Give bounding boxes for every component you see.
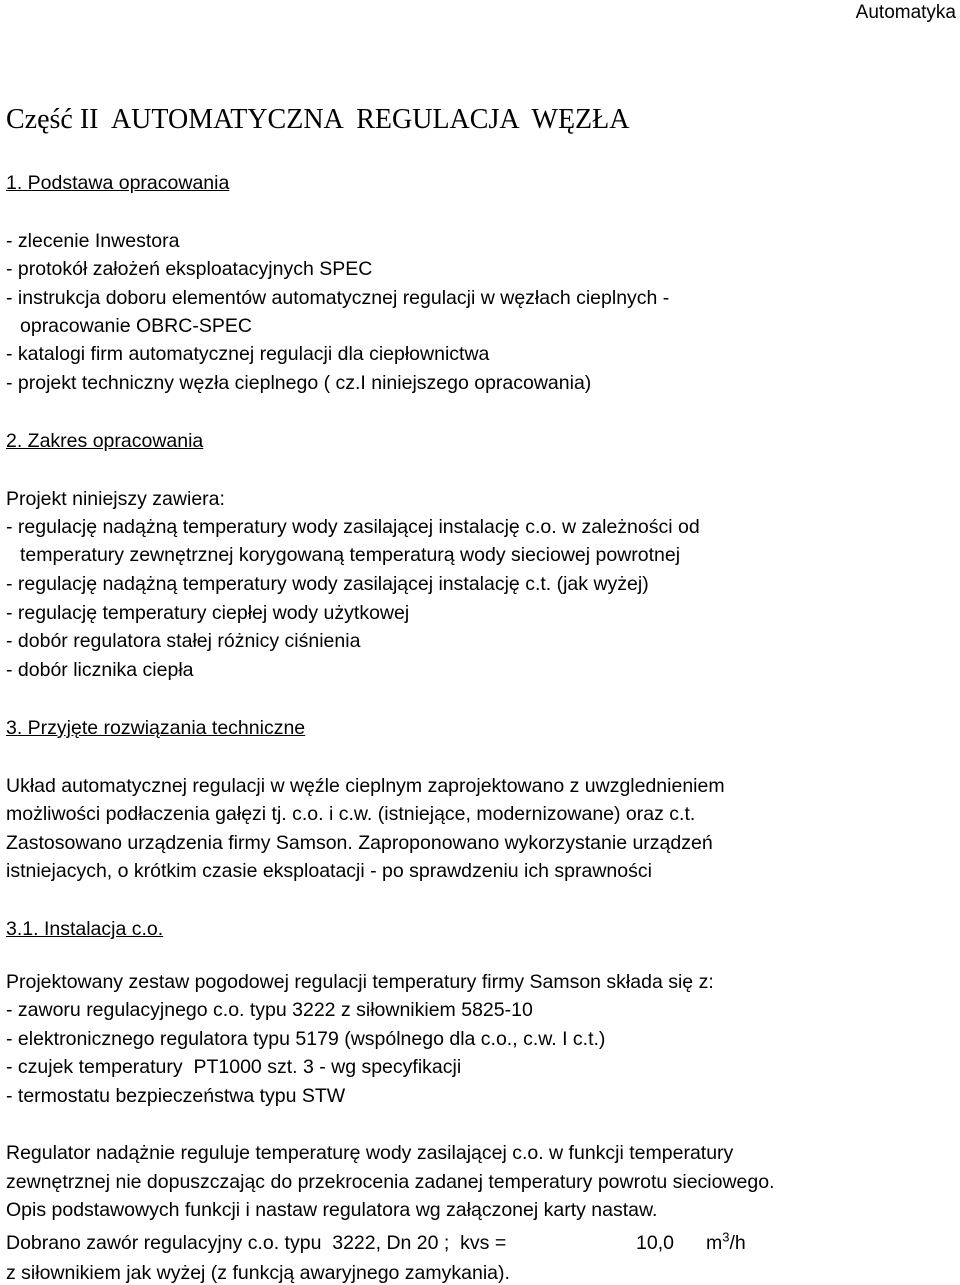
section-3-1-paragraph-line: Opis podstawowych funkcji i nastaw regulatora wg załączonej karty nastaw. xyxy=(6,1199,658,1221)
section-3-1-item: - zaworu regulacyjnego c.o. typu 3222 z siłownikiem 5825-10 xyxy=(6,999,533,1021)
section-3-1-intro: Projektowany zestaw pogodowej regulacji temperatury firmy Samson składa się z: xyxy=(6,971,714,993)
section-3-1-item: - elektronicznego regulatora typu 5179 (wspólnego dla c.o., c.w. I c.t.) xyxy=(6,1028,606,1050)
page-header-label: Automatyka xyxy=(855,2,956,23)
section-2-item: - regulację temperatury ciepłej wody użytkowej xyxy=(6,602,410,624)
kvs-value: 10,0 xyxy=(636,1232,674,1254)
kvs-unit-exponent: 3 xyxy=(722,1229,730,1245)
section-3-1-heading: 3.1. Instalacja c.o. xyxy=(6,918,164,940)
kvs-unit xyxy=(706,1229,746,1255)
valve-selection-label: Dobrano zawór regulacyjny c.o. typu 3222, Dn 20 ; kvs = xyxy=(6,1232,507,1254)
section-1-item: - protokół założeń eksploatacyjnych SPEC xyxy=(6,258,373,280)
section-3-paragraph-line: Zastosowano urządzenia firmy Samson. Zaproponowano wykorzystanie urządzeń xyxy=(6,832,713,854)
section-1-item: - instrukcja doboru elementów automatycznej regulacji w węzłach cieplnych - xyxy=(6,287,670,309)
section-2-item: - dobór licznika ciepła xyxy=(6,659,194,681)
section-2-item: - dobór regulatora stałej różnicy ciśnienia xyxy=(6,630,361,652)
document-title: Część II AUTOMATYCZNA REGULACJA WĘZŁA xyxy=(6,104,630,135)
section-2-heading: 2. Zakres opracowania xyxy=(6,430,204,452)
section-2-intro: Projekt niniejszy zawiera: xyxy=(6,488,225,510)
kvs-unit-tail: /h xyxy=(729,1232,746,1254)
kvs-unit-base: m xyxy=(706,1232,723,1254)
section-3-1-paragraph-line: zewnętrznej nie dopuszczając do przekrocenia zadanej temperatury powrotu sieciowego. xyxy=(6,1171,775,1193)
section-3-1-last-line: z siłownikiem jak wyżej (z funkcją awaryjnego zamykania). xyxy=(6,1262,510,1284)
section-3-paragraph-line: możliwości podłaczenia gałęzi tj. c.o. i c.w. (istniejące, modernizowane) oraz c.t. xyxy=(6,803,696,825)
section-1-item: - projekt techniczny węzła cieplnego ( cz.I niniejszego opracowania) xyxy=(6,372,592,394)
section-3-1-item: - czujek temperatury PT1000 szt. 3 - wg specyfikacji xyxy=(6,1056,462,1078)
section-3-1-paragraph-line: Regulator nadążnie reguluje temperaturę wody zasilającej c.o. w funkcji temperatury xyxy=(6,1142,734,1164)
section-2-item-continuation: temperatury zewnętrznej korygowaną temperaturą wody sieciowej powrotnej xyxy=(20,544,681,566)
section-2-item: - regulację nadążną temperatury wody zasilającej instalację c.o. w zależności od xyxy=(6,516,700,538)
section-3-paragraph-line: Układ automatycznej regulacji w węźle cieplnym zaprojektowano z uwzglednieniem xyxy=(6,775,725,797)
section-3-heading: 3. Przyjęte rozwiązania techniczne xyxy=(6,717,306,739)
section-1-item: - katalogi firm automatycznej regulacji dla ciepłownictwa xyxy=(6,343,490,365)
section-1-heading: 1. Podstawa opracowania xyxy=(6,172,230,194)
section-3-paragraph-line: istniejacych, o krótkim czasie eksploatacji - po sprawdzeniu ich sprawności xyxy=(6,860,652,882)
section-2-item: - regulację nadążną temperatury wody zasilającej instalację c.t. (jak wyżej) xyxy=(6,573,649,595)
section-3-1-item: - termostatu bezpieczeństwa typu STW xyxy=(6,1085,346,1107)
section-1-item: - zlecenie Inwestora xyxy=(6,230,180,252)
section-1-item-continuation: opracowanie OBRC-SPEC xyxy=(20,315,252,337)
